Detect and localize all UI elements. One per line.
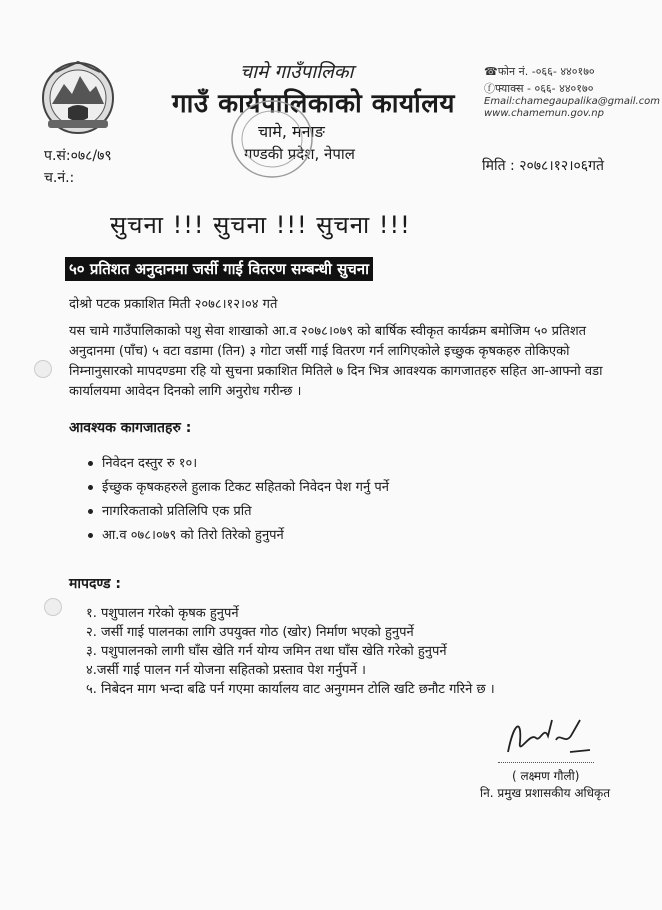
notice-heading: सुचना !!! सुचना !!! सुचना !!! xyxy=(110,211,411,239)
fax-number: ⓕफ्याक्स - ०६६- ४४०१७० xyxy=(484,82,594,95)
bullet-icon xyxy=(88,509,93,514)
list-item: ईच्छुक कृषकहरुले हुलाक टिकट सहितको निवेदन पेश गर्नु पर्ने xyxy=(88,476,389,500)
website-url: www.chamemun.gov.np xyxy=(484,108,604,119)
list-item: १. पशुपालन गरेको कृषक हुनुपर्ने xyxy=(86,606,239,621)
criteria-list xyxy=(86,604,495,699)
list-item: नागरिकताको प्रतिलिपि एक प्रति xyxy=(88,500,389,524)
office-address: चामे, मनाङ xyxy=(258,122,325,141)
dispatch-number: च.नं.: xyxy=(44,170,75,186)
nepal-emblem-icon xyxy=(38,58,118,136)
email-address: Email:chamegaupalika@gmail.com xyxy=(484,96,661,107)
signature-icon xyxy=(500,712,594,760)
signature-line xyxy=(498,762,594,763)
list-item: आ.व ०७८।०७९ को तिरो तिरेको हुनुपर्ने xyxy=(88,524,389,548)
signatory-name: ( लक्ष्मण गौली) xyxy=(512,769,580,783)
bullet-icon xyxy=(88,461,93,466)
subject-banner: ५० प्रतिशत अनुदानमा जर्सी गाई वितरण सम्बन्धी सुचना xyxy=(65,257,373,281)
list-item: ५. निबेदन माग भन्दा बढि पर्न गएमा कार्यालय वाट अनुगमन टोलि खटि छनौट गरिने छ । xyxy=(86,682,495,697)
letter-date: मिति : २०७८।१२।०६गते xyxy=(482,158,604,174)
list-item: ४.जर्सी गाई पालन गर्न योजना सहितको प्रस्ताव पेश गर्नुपर्ने । xyxy=(86,663,366,678)
list-item: ३. पशुपालनको लागी घाँस खेति गर्न योग्य जमिन तथा घाँस खेति गरेको हुनुपर्ने xyxy=(86,644,447,659)
bullet-icon xyxy=(88,533,93,538)
documents-heading: आवश्यक कागजातहरु : xyxy=(69,420,192,436)
office-stamp-icon xyxy=(228,96,316,182)
list-item: निवेदन दस्तुर रु १०। xyxy=(88,452,389,476)
criteria-heading: मापदण्ड : xyxy=(69,576,121,592)
office-province: गण्डकी प्रदेश, नेपाल xyxy=(244,145,355,163)
letter-number: प.सं:०७८/७९ xyxy=(44,148,112,164)
bullet-icon xyxy=(88,485,93,490)
office-name: चामे गाउँपालिका xyxy=(240,61,354,83)
office-title: गाउँ कार्यपालिकाको कार्यालय xyxy=(172,89,455,119)
punch-hole xyxy=(34,360,52,378)
phone-number: ☎फोन नं. -०६६- ४४०१७० xyxy=(484,65,595,78)
body-paragraph: यस चामे गाउँपालिकाको पशु सेवा शाखाको आ.व २०७८।०७९ को बार्षिक स्वीकृत कार्यक्रम बमोजिम ५० प्रतिशत अनुदानमा (पाँच) ५ वटा वडामा (तिन) ३ गोटा जर्सी गाई वितरण गर्न लागिएकोले इच्छुक कृषकहरु तोकिएको निम्नानुसारको मापदण्डमा रहि यो सुचना प्रकाशित मितिले ७ दिन भित्र आवश्यक कागजातहरु सहित आ-आफ्नो वडा कार्यालयमा आवेदन दिनको लागि अनुरोध गरीन्छ । xyxy=(69,324,603,399)
documents-list xyxy=(88,452,389,548)
signatory-post: नि. प्रमुख प्रशासकीय अधिकृत xyxy=(480,786,611,800)
published-line: दोश्रो पटक प्रकाशित मिती २०७८।१२।०४ गते xyxy=(69,297,278,312)
punch-hole xyxy=(44,598,62,616)
list-item: २. जर्सी गाई पालनका लागि उपयुक्त गोठ (खोर) निर्माण भएको हुनुपर्ने xyxy=(86,625,414,640)
